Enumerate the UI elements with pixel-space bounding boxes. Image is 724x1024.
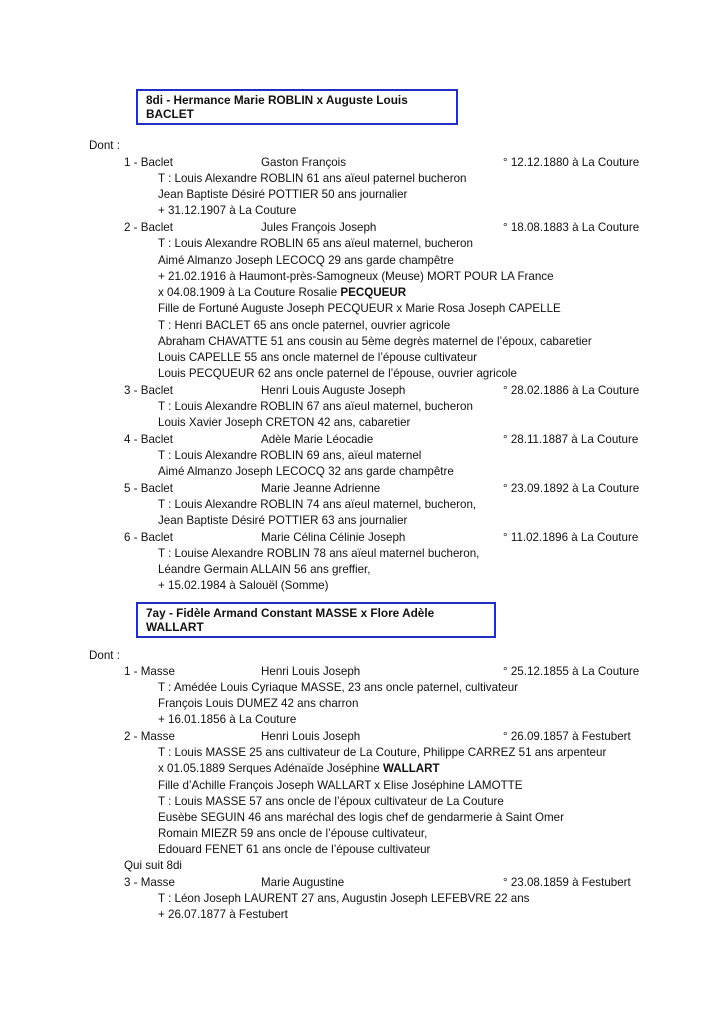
- detail-line: + 15.02.1984 à Salouël (Somme): [158, 579, 329, 592]
- child-birth-date: ° 28.11.1887 à La Couture: [503, 433, 639, 446]
- child-birth-date: ° 11.02.1896 à La Couture: [503, 531, 639, 544]
- detail-line: T : Louis Alexandre ROBLIN 65 ans aïeul maternel, bucheron: [158, 237, 473, 250]
- child-name: Marie Célina Célinie Joseph: [261, 531, 406, 544]
- detail-line: Aimé Almanzo Joseph LECOCQ 32 ans garde champêtre: [158, 465, 454, 478]
- detail-line: Léandre Germain ALLAIN 56 ans greffier,: [158, 563, 371, 576]
- detail-line: Louis PECQUEUR 62 ans oncle paternel de l’épouse, ouvrier agricole: [158, 367, 517, 380]
- child-name: Jules François Joseph: [261, 221, 377, 234]
- dont-label: Dont :: [89, 649, 120, 662]
- marriage-text: x 04.08.1909 à La Couture Rosalie: [158, 286, 341, 299]
- detail-line: Romain MIEZR 59 ans oncle de l’épouse cultivateur,: [158, 827, 428, 840]
- section-title: 7ay - Fidèle Armand Constant MASSE x Flore Adèle WALLART: [146, 606, 435, 634]
- detail-line: T : Louis MASSE 25 ans cultivateur de La Couture, Philippe CARREZ 51 ans arpenteur: [158, 746, 607, 759]
- child-birth-date: ° 18.08.1883 à La Couture: [503, 221, 640, 234]
- detail-line: T : Louis Alexandre ROBLIN 69 ans, aïeul maternel: [158, 449, 422, 462]
- child-number: 3 - Masse: [124, 876, 175, 889]
- detail-line: Eusèbe SEGUIN 46 ans maréchal des logis chef de gendarmerie à Saint Omer: [158, 811, 564, 824]
- detail-line: Fille de Fortuné Auguste Joseph PECQUEUR x Marie Rosa Joseph CAPELLE: [158, 302, 561, 315]
- detail-line: François Louis DUMEZ 42 ans charron: [158, 697, 359, 710]
- child-number: 1 - Baclet: [124, 156, 173, 169]
- detail-line: Louis CAPELLE 55 ans oncle maternel de l’épouse cultivateur: [158, 351, 478, 364]
- detail-line: Edouard FENET 61 ans oncle de l’épouse cultivateur: [158, 843, 431, 856]
- child-number: 6 - Baclet: [124, 531, 173, 544]
- detail-line: Jean Baptiste Désiré POTTIER 63 ans journalier: [158, 514, 408, 527]
- child-birth-date: ° 28.02.1886 à La Couture: [503, 384, 640, 397]
- child-birth-date: ° 23.08.1859 à Festubert: [503, 876, 631, 889]
- detail-line: T : Louis Alexandre ROBLIN 67 ans aïeul maternel, bucheron: [158, 400, 473, 413]
- detail-line: + 16.01.1856 à La Couture: [158, 713, 297, 726]
- child-number: 1 - Masse: [124, 665, 175, 678]
- child-name: Henri Louis Joseph: [261, 665, 361, 678]
- spouse-surname: WALLART: [382, 762, 440, 775]
- child-number: 2 - Masse: [124, 730, 175, 743]
- marriage-line: [158, 286, 406, 300]
- detail-line: T : Léon Joseph LAURENT 27 ans, Augustin Joseph LEFEBVRE 22 ans: [158, 892, 530, 905]
- child-name: Adèle Marie Léocadie: [261, 433, 374, 446]
- detail-line: T : Louis Alexandre ROBLIN 74 ans aïeul maternel, bucheron,: [158, 498, 477, 511]
- detail-line: Jean Baptiste Désiré POTTIER 50 ans journalier: [158, 188, 408, 201]
- detail-line: + 21.02.1916 à Haumont-près-Samogneux (Meuse) MORT POUR LA France: [158, 270, 554, 283]
- detail-line: T : Henri BACLET 65 ans oncle paternel, ouvrier agricole: [158, 319, 451, 332]
- child-name: Gaston François: [261, 156, 347, 169]
- dont-label: Dont :: [89, 139, 120, 152]
- section-title: 8di - Hermance Marie ROBLIN x Auguste Louis BACLET: [146, 93, 408, 121]
- child-birth-date: ° 12.12.1880 à La Couture: [503, 156, 640, 169]
- marriage-text: x 01.05.1889 Serques Adénaïde Joséphine: [158, 762, 383, 775]
- child-number: 5 - Baclet: [124, 482, 173, 495]
- child-name: Henri Louis Joseph: [261, 730, 361, 743]
- detail-line: Fille d’Achille François Joseph WALLART x Elise Joséphine LAMOTTE: [158, 779, 523, 792]
- child-birth-date: ° 26.09.1857 à Festubert: [503, 730, 631, 743]
- child-birth-date: ° 23.09.1892 à La Couture: [503, 482, 640, 495]
- child-name: Henri Louis Auguste Joseph: [261, 384, 406, 397]
- qui-suit-line: Qui suit 8di: [124, 859, 182, 872]
- detail-line: Louis Xavier Joseph CRETON 42 ans, cabaretier: [158, 416, 411, 429]
- detail-line: T : Louise Alexandre ROBLIN 78 ans aïeul maternel bucheron,: [158, 547, 480, 560]
- section-title-box-7ay: [136, 602, 496, 638]
- child-name: Marie Jeanne Adrienne: [261, 482, 381, 495]
- child-birth-date: ° 25.12.1855 à La Couture: [503, 665, 640, 678]
- detail-line: Aimé Almanzo Joseph LECOCQ 29 ans garde champêtre: [158, 254, 454, 267]
- child-number: 3 - Baclet: [124, 384, 173, 397]
- section-title-box-8di: [136, 89, 458, 125]
- detail-line: Abraham CHAVATTE 51 ans cousin au 5ème degrès maternel de l’époux, cabaretier: [158, 335, 592, 348]
- detail-line: + 31.12.1907 à La Couture: [158, 204, 297, 217]
- child-number: 2 - Baclet: [124, 221, 173, 234]
- detail-line: + 26.07.1877 à Festubert: [158, 908, 288, 921]
- detail-line: T : Louis MASSE 57 ans oncle de l’époux cultivateur de La Couture: [158, 795, 504, 808]
- marriage-line: [158, 762, 440, 776]
- detail-line: T : Louis Alexandre ROBLIN 61 ans aïeul paternel bucheron: [158, 172, 467, 185]
- detail-line: T : Amédée Louis Cyriaque MASSE, 23 ans oncle paternel, cultivateur: [158, 681, 519, 694]
- child-name: Marie Augustine: [261, 876, 345, 889]
- spouse-surname: PECQUEUR: [340, 286, 407, 299]
- child-number: 4 - Baclet: [124, 433, 173, 446]
